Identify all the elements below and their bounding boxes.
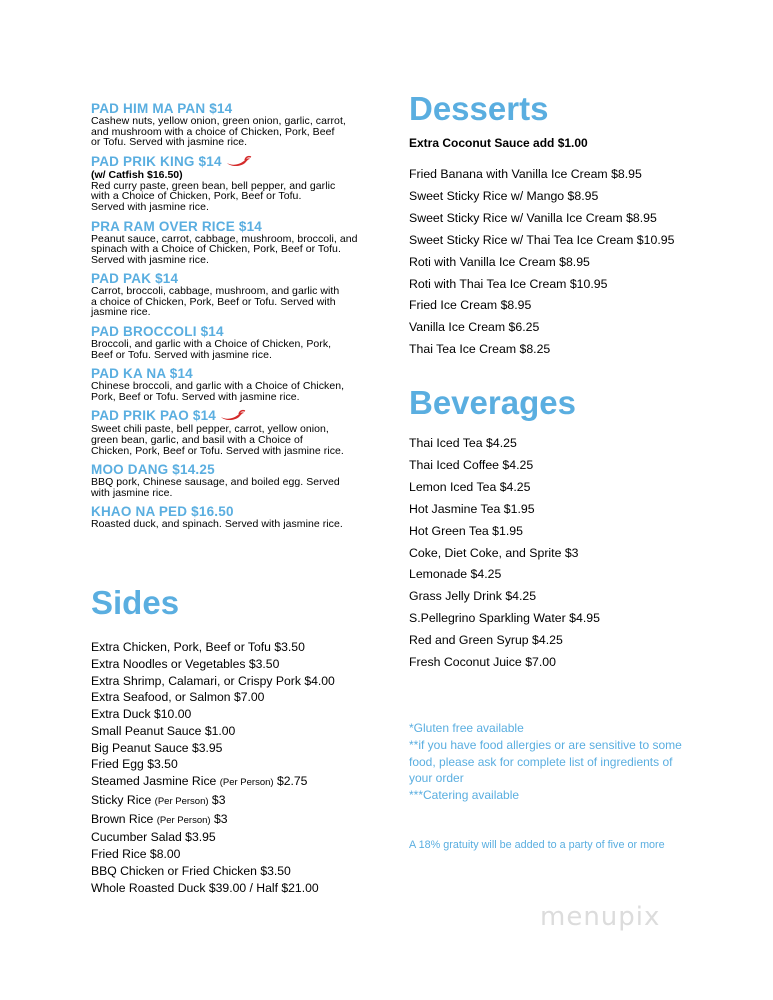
- side-item: [91, 639, 391, 656]
- beverage-item: Lemonade $4.25: [409, 567, 502, 582]
- dish-description-line: and mushroom with a choice of Chicken, Pork, Beef: [91, 125, 335, 138]
- entree-list: [91, 101, 373, 536]
- side-item-text: Fried Rice $8.00: [91, 847, 181, 861]
- dish-name: KHAO NA PED $16.50: [91, 504, 234, 520]
- menu-note: *Gluten free available: [409, 721, 524, 735]
- dish-description-line: Chicken, Pork, Beef or Tofu. Served with jasmine rice.: [91, 444, 344, 457]
- dish-name: PRA RAM OVER RICE $14: [91, 218, 262, 234]
- beverages-title: Beverages: [409, 384, 576, 421]
- side-item-price: $2.75: [273, 774, 308, 788]
- sides-list: [91, 639, 391, 896]
- dish-description-line: Peanut sauce, carrot, cabbage, mushroom, broccoli, and: [91, 232, 358, 245]
- side-item-text: Brown Rice: [91, 811, 157, 826]
- gratuity-note: A 18% gratuity will be added to a party of five or more: [409, 839, 665, 851]
- side-item-text: Extra Shrimp, Calamari, or Crispy Pork $4.00: [91, 673, 335, 688]
- side-item-price: $3: [208, 792, 226, 807]
- side-item: [91, 656, 391, 673]
- side-item: [91, 792, 391, 811]
- menu-dish: [91, 504, 373, 530]
- dish-name: PAD PRIK KING $14: [91, 153, 222, 169]
- sides-section: [91, 584, 391, 896]
- dish-name: PAD HIM MA PAN $14: [91, 101, 233, 116]
- dish-description-line: Red curry paste, green bean, bell pepper, and garlic: [91, 179, 336, 192]
- side-item-text: Extra Duck $10.00: [91, 707, 192, 721]
- beverage-item: Lemon Iced Tea $4.25: [409, 479, 531, 494]
- menu-notes: [409, 720, 684, 804]
- dish-description-line: Chinese broccoli, and garlic with a Choice of Chicken,: [91, 380, 345, 393]
- dish-description-line: Served with jasmine rice.: [91, 253, 209, 266]
- menu-dish: [91, 462, 373, 498]
- menupix-watermark: menupix: [540, 902, 661, 932]
- dish-name: PAD KA NA $14: [91, 366, 193, 382]
- dish-name: MOO DANG $14.25: [91, 462, 215, 478]
- per-person-note: (Per Person): [156, 814, 211, 826]
- per-person-note: (Per Person): [154, 795, 209, 807]
- dish-description-line: spinach with a Choice of Chicken, Pork, Beef or Tofu.: [91, 243, 341, 256]
- side-item-text: BBQ Chicken or Fried Chicken $3.50: [91, 863, 291, 878]
- menu-dish: [91, 366, 373, 402]
- beverage-item: Hot Green Tea $1.95: [409, 523, 523, 538]
- dish-description: [91, 286, 373, 318]
- dish-name: PAD BROCCOLI $14: [91, 324, 224, 340]
- side-item: [91, 706, 391, 723]
- per-person-note: (Per Person): [219, 777, 274, 788]
- beverage-item: S.Pellegrino Sparkling Water $4.95: [409, 611, 600, 626]
- side-item: [91, 773, 391, 792]
- side-item: [91, 829, 391, 846]
- side-item-text: Extra Noodles or Vegetables $3.50: [91, 656, 280, 671]
- dish-description-line: BBQ pork, Chinese sausage, and boiled egg. Served: [91, 476, 340, 489]
- menu-dish: [91, 271, 373, 318]
- side-item: [91, 811, 391, 830]
- dish-subtitle: (w/ Catfish $16.50): [91, 168, 183, 181]
- dessert-item: Sweet Sticky Rice w/ Mango $8.95: [409, 188, 599, 203]
- dish-description-line: with jasmine rice.: [91, 486, 173, 499]
- dish-description: [91, 181, 373, 213]
- sides-title: Sides: [91, 584, 180, 621]
- dessert-item: Roti with Thai Tea Ice Cream $10.95: [409, 276, 608, 291]
- beverage-item: Grass Jelly Drink $4.25: [409, 589, 537, 604]
- side-item-text: Extra Chicken, Pork, Beef or Tofu $3.50: [91, 640, 305, 654]
- menu-note: ***Catering available: [409, 788, 520, 803]
- dish-description-line: Roasted duck, and spinach. Served with jasmine rice.: [91, 518, 343, 531]
- dessert-item: Sweet Sticky Rice w/ Vanilla Ice Cream $8.95: [409, 210, 657, 225]
- beverages-section: [409, 384, 739, 674]
- beverage-list: [409, 433, 739, 674]
- side-item-text: Fried Egg $3.50: [91, 757, 178, 772]
- side-item-text: Whole Roasted Duck $39.00 / Half $21.00: [91, 880, 319, 895]
- side-item: [91, 880, 391, 897]
- beverage-item: Hot Jasmine Tea $1.95: [409, 501, 535, 516]
- dish-description-line: with a Choice of Chicken, Pork, Beef or Tofu.: [91, 190, 302, 203]
- coconut-sauce-note: Extra Coconut Sauce add $1.00: [409, 136, 588, 150]
- dish-name: PAD PAK $14: [91, 271, 179, 287]
- dish-description: [91, 519, 373, 530]
- menu-dish: [91, 154, 373, 213]
- beverage-item: Thai Iced Tea $4.25: [409, 436, 517, 450]
- dish-description-line: Broccoli, and garlic with a Choice of Chicken, Pork,: [91, 338, 332, 351]
- side-item: [91, 756, 391, 773]
- dish-description: [91, 381, 373, 402]
- dish-description-line: Beef or Tofu. Served with jasmine rice.: [91, 348, 272, 361]
- dish-description-line: or Tofu. Served with jasmine rice.: [91, 136, 248, 149]
- dessert-list: [409, 164, 739, 361]
- side-item: [91, 673, 391, 690]
- menu-dish: [91, 101, 373, 148]
- dish-description: [91, 477, 373, 498]
- side-item-text: Big Peanut Sauce $3.95: [91, 740, 223, 755]
- dish-description-line: Pork, Beef or Tofu. Served with jasmine rice.: [91, 390, 300, 403]
- side-item: [91, 723, 391, 740]
- dish-name: PAD PRIK PAO $14: [91, 408, 216, 424]
- dish-description-line: Cashew nuts, yellow onion, green onion, garlic, carrot,: [91, 115, 346, 127]
- dish-description: [91, 339, 373, 360]
- dessert-item: Fried Ice Cream $8.95: [409, 298, 532, 313]
- side-item-text: Cucumber Salad $3.95: [91, 830, 216, 845]
- dessert-item: Sweet Sticky Rice w/ Thai Tea Ice Cream $10.95: [409, 232, 675, 247]
- desserts-title: Desserts: [409, 90, 549, 127]
- dish-description-line: jasmine rice.: [91, 306, 151, 319]
- chili-pepper-icon: [220, 409, 246, 424]
- side-item: [91, 846, 391, 863]
- beverage-item: Fresh Coconut Juice $7.00: [409, 655, 556, 670]
- side-item-text: Steamed Jasmine Rice: [91, 774, 220, 788]
- side-item-price: $3: [210, 811, 228, 826]
- dish-description: [91, 234, 373, 266]
- beverage-item: Coke, Diet Coke, and Sprite $3: [409, 545, 579, 560]
- dish-description: [91, 116, 373, 148]
- side-item: [91, 740, 391, 757]
- chili-pepper-icon: [226, 155, 252, 170]
- desserts-section: [409, 90, 739, 361]
- dessert-item: Thai Tea Ice Cream $8.25: [409, 342, 551, 357]
- dessert-item: Roti with Vanilla Ice Cream $8.95: [409, 254, 590, 269]
- menu-dish: [91, 219, 373, 266]
- side-item-text: Small Peanut Sauce $1.00: [91, 723, 236, 738]
- beverage-item: Red and Green Syrup $4.25: [409, 633, 563, 648]
- beverage-item: Thai Iced Coffee $4.25: [409, 457, 534, 472]
- menu-note: **if you have food allergies or are sensitive to some food, please ask for complete list of ingredients of your order: [409, 737, 682, 786]
- menu-dish: [91, 408, 373, 456]
- menu-dish: [91, 324, 373, 360]
- dessert-item: Fried Banana with Vanilla Ice Cream $8.95: [409, 167, 642, 181]
- side-item-text: Sticky Rice: [91, 792, 155, 807]
- dish-description-line: Sweet chili paste, bell pepper, carrot, yellow onion,: [91, 423, 329, 436]
- dish-description: [91, 424, 373, 456]
- dish-description-line: a choice of Chicken, Pork, Beef or Tofu. Served with: [91, 295, 336, 308]
- dish-description-line: green bean, garlic, and basil with a Choice of: [91, 433, 303, 446]
- side-item: [91, 863, 391, 880]
- dish-description-line: Served with jasmine rice.: [91, 200, 209, 213]
- side-item: [91, 689, 391, 706]
- dessert-item: Vanilla Ice Cream $6.25: [409, 320, 540, 335]
- dish-description-line: Carrot, broccoli, cabbage, mushroom, and garlic with: [91, 285, 340, 298]
- side-item-text: Extra Seafood, or Salmon $7.00: [91, 690, 265, 705]
